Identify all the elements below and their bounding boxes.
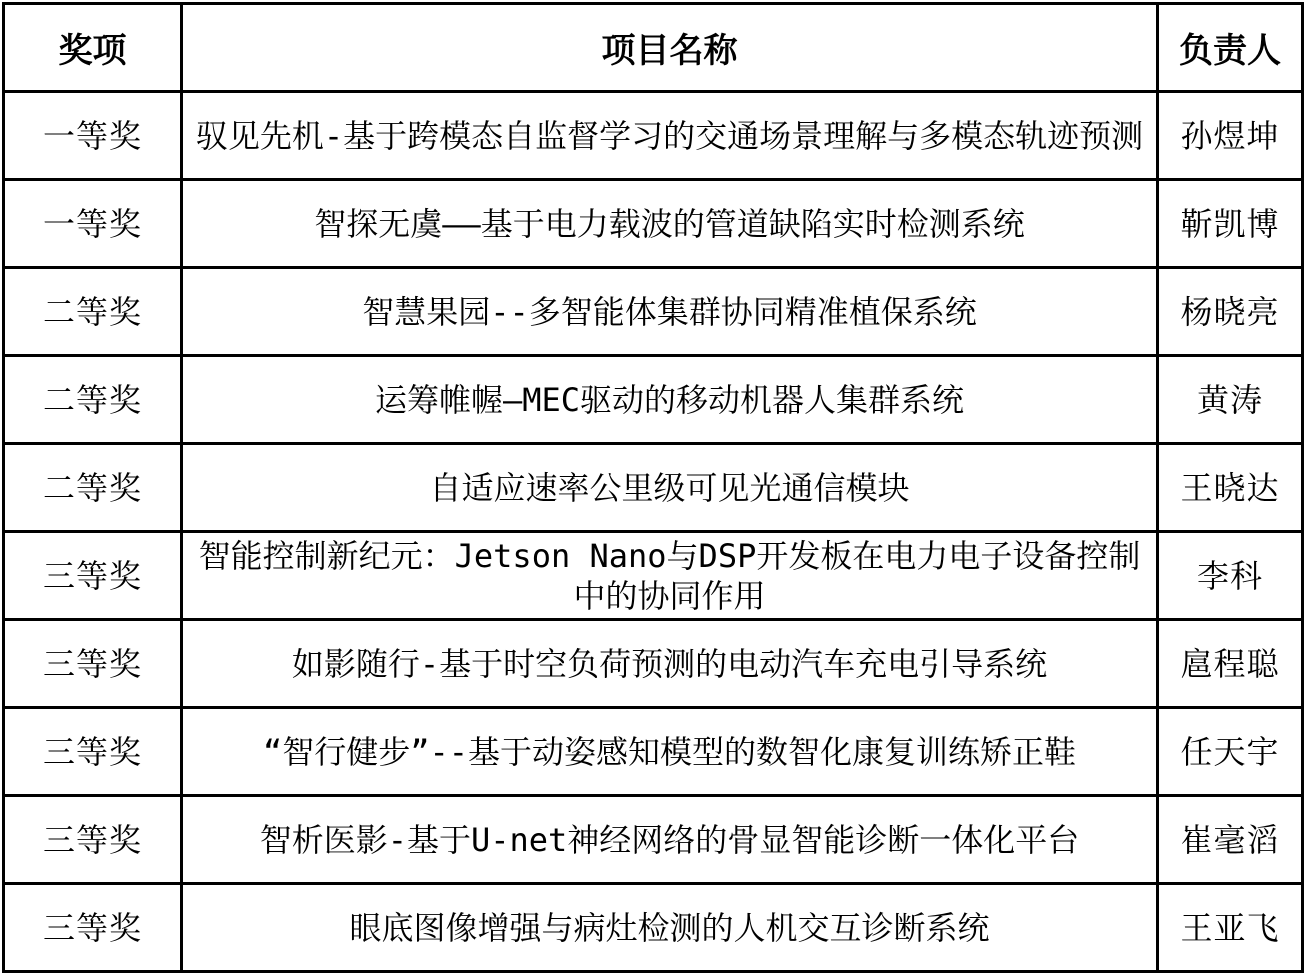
project-name-cell: 眼底图像增强与病灶检测的人机交互诊断系统 <box>182 884 1158 972</box>
table-row <box>4 620 1303 708</box>
award-cell: 一等奖 <box>4 180 182 268</box>
leader-cell: 王晓达 <box>1158 444 1303 532</box>
header-leader: 负责人 <box>1158 4 1303 92</box>
leader-cell: 黄涛 <box>1158 356 1303 444</box>
header-project-name: 项目名称 <box>182 4 1158 92</box>
project-name-cell: 智探无虞——基于电力载波的管道缺陷实时检测系统 <box>182 180 1158 268</box>
project-name-cell: “智行健步”--基于动姿感知模型的数智化康复训练矫正鞋 <box>182 708 1158 796</box>
project-name-cell: 智析医影-基于U-net神经网络的骨显智能诊断一体化平台 <box>182 796 1158 884</box>
award-cell: 三等奖 <box>4 532 182 620</box>
leader-cell: 靳凯博 <box>1158 180 1303 268</box>
table-row <box>4 796 1303 884</box>
project-name-cell: 运筹帷幄—MEC驱动的移动机器人集群系统 <box>182 356 1158 444</box>
award-cell: 二等奖 <box>4 444 182 532</box>
leader-cell: 崔毫滔 <box>1158 796 1303 884</box>
project-name-cell: 如影随行-基于时空负荷预测的电动汽车充电引导系统 <box>182 620 1158 708</box>
award-cell: 二等奖 <box>4 356 182 444</box>
table-row <box>4 268 1303 356</box>
award-cell: 一等奖 <box>4 92 182 180</box>
leader-cell: 王亚飞 <box>1158 884 1303 972</box>
award-cell: 三等奖 <box>4 796 182 884</box>
award-cell: 三等奖 <box>4 708 182 796</box>
awards-table <box>2 2 1304 973</box>
leader-cell: 任天宇 <box>1158 708 1303 796</box>
leader-cell: 孙煜坤 <box>1158 92 1303 180</box>
leader-cell: 李科 <box>1158 532 1303 620</box>
table-row <box>4 92 1303 180</box>
header-award: 奖项 <box>4 4 182 92</box>
leader-cell: 杨晓亮 <box>1158 268 1303 356</box>
table-row <box>4 708 1303 796</box>
table-row <box>4 356 1303 444</box>
project-name-cell: 驭见先机-基于跨模态自监督学习的交通场景理解与多模态轨迹预测 <box>182 92 1158 180</box>
table-row <box>4 180 1303 268</box>
project-name-cell: 智能控制新纪元：Jetson Nano与DSP开发板在电力电子设备控制中的协同作用 <box>182 532 1158 620</box>
award-cell: 三等奖 <box>4 620 182 708</box>
project-name-cell: 智慧果园--多智能体集群协同精准植保系统 <box>182 268 1158 356</box>
table-row <box>4 884 1303 972</box>
table-row <box>4 532 1303 620</box>
header-row <box>4 4 1303 92</box>
award-cell: 二等奖 <box>4 268 182 356</box>
award-cell: 三等奖 <box>4 884 182 972</box>
table-row <box>4 444 1303 532</box>
project-name-cell: 自适应速率公里级可见光通信模块 <box>182 444 1158 532</box>
leader-cell: 扈程聪 <box>1158 620 1303 708</box>
